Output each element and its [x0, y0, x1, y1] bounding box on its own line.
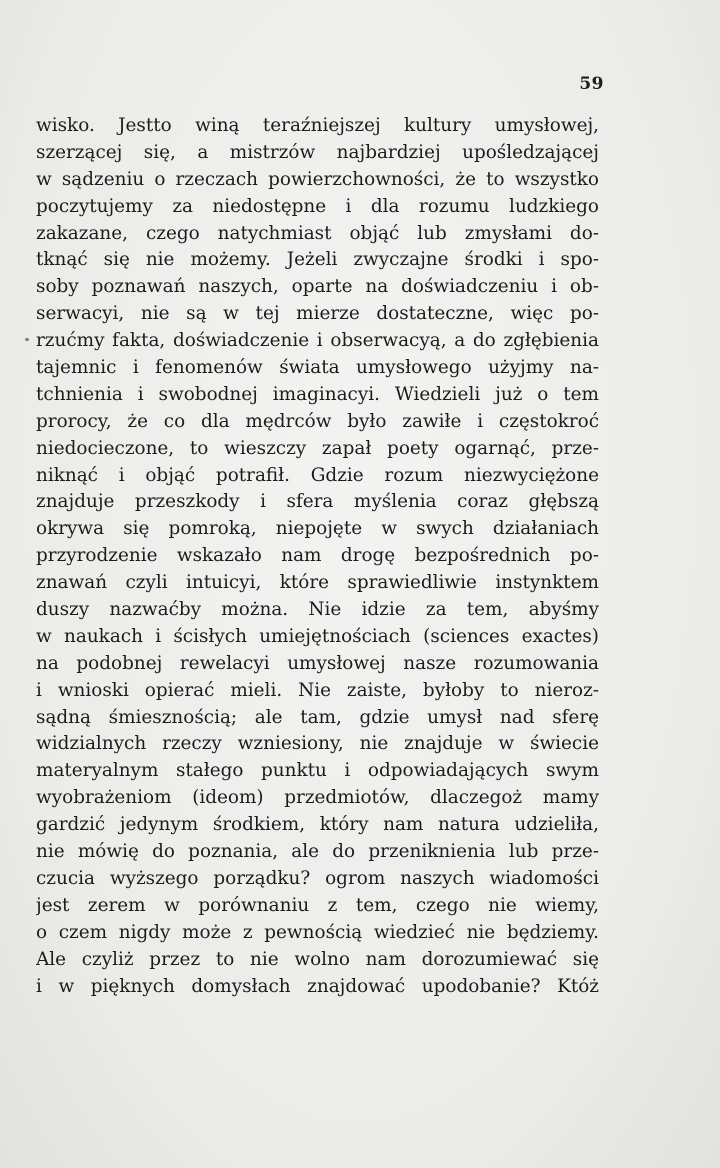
text-line: gardzić jedynym środkiem, który nam natura udzieliła,	[36, 814, 599, 836]
text-line: sądną śmiesznością; ale tam, gdzie umysł nad sferę	[36, 706, 599, 728]
paper-speck	[25, 338, 29, 341]
text-line: i w pięknych domysłach znajdować upodobanie? Któż	[36, 975, 599, 997]
text-line: duszy nazwaćby można. Nie idzie za tem, abyśmy	[36, 599, 599, 621]
text-line: jest zerem w porównaniu z tem, czego nie wiemy,	[36, 894, 599, 916]
text-line: niknąć i objąć potrafił. Gdzie rozum niezwyciężone	[36, 464, 599, 486]
text-line: prorocy, że co dla mędrców było zawiłe i częstokroć	[36, 410, 599, 432]
text-line: w naukach i ścisłych umiejętnościach (sciences exactes)	[36, 625, 599, 647]
text-line: znawań czyli intuicyi, które sprawiedliwie instynktem	[36, 572, 599, 594]
text-line: w sądzeniu o rzeczach powierzchowności, że to wszystko	[36, 168, 599, 190]
text-line: materyalnym stałego punktu i odpowiadających swym	[36, 760, 599, 782]
text-line: znajduje przeszkody i sfera myślenia coraz głębszą	[36, 491, 599, 513]
text-line: niedocieczone, to wieszczy zapał poety ogarnąć, prze-	[36, 437, 599, 459]
text-line: widzialnych rzeczy wzniesiony, nie znajduje w świecie	[36, 733, 599, 755]
text-line: wyobrażeniom (ideom) przedmiotów, dlaczegoż mamy	[36, 787, 599, 809]
text-line: tknąć się nie możemy. Jeżeli zwyczajne środki i spo-	[36, 249, 599, 271]
text-line: soby poznawań naszych, oparte na doświadczeniu i ob-	[36, 276, 599, 298]
text-line: na podobnej rewelacyi umysłowej nasze rozumowania	[36, 652, 599, 674]
text-line: nie mówię do poznania, ale do przeniknienia lub prze-	[36, 841, 599, 863]
page-number: 59	[579, 74, 604, 94]
text-line: serwacyi, nie są w tej mierze dostateczne, więc po-	[36, 303, 599, 325]
text-line: wisko. Jestto winą teraźniejszej kultury umysłowej,	[36, 115, 599, 136]
text-line: szerzącej się, a mistrzów najbardziej upośledzającej	[36, 141, 599, 163]
text-line: i wnioski opierać mieli. Nie zaiste, byłoby to nieroz-	[36, 679, 599, 701]
text-line: czucia wyższego porządku? ogrom naszych wiadomości	[36, 867, 599, 889]
text-line: rzućmy fakta, doświadczenie i obserwacyą, a do zgłębienia	[36, 330, 599, 352]
body-text	[36, 113, 599, 1000]
text-line: okrywa się pomroką, niepojęte w swych działaniach	[36, 518, 599, 540]
text-line: tchnienia i swobodnej imaginacyi. Wiedzieli już o tem	[36, 383, 599, 405]
text-line: przyrodzenie wskazało nam drogę bezpośrednich po-	[36, 545, 599, 567]
text-line: o czem nigdy może z pewnością wiedzieć nie będziemy.	[36, 921, 599, 943]
text-line: tajemnic i fenomenów świata umysłowego użyjmy na-	[36, 357, 599, 379]
text-line: poczytujemy za niedostępne i dla rozumu ludzkiego	[36, 195, 599, 217]
text-line: Ale czyliż przez to nie wolno nam dorozumiewać się	[36, 948, 599, 970]
text-line: zakazane, czego natychmiast objąć lub zmysłami do-	[36, 222, 599, 244]
